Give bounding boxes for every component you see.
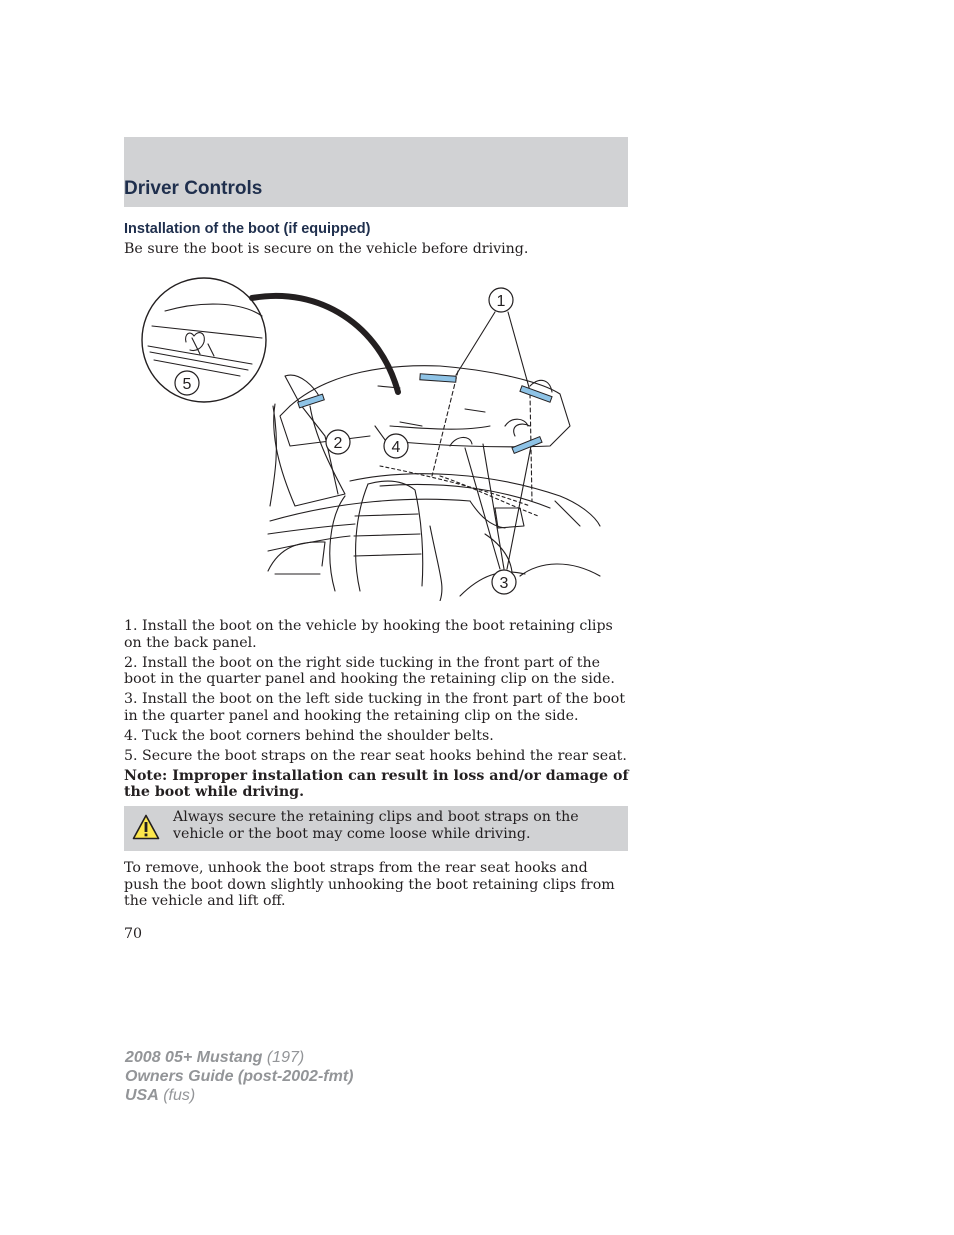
installation-steps — [124, 618, 630, 804]
step-item: 2. Install the boot on the right side tucking in the front part of the boot in the quarter panel and hooking the retaining clip on the side. — [124, 654, 615, 687]
callout-label-1: 1 — [496, 293, 506, 310]
clip-highlight — [520, 386, 552, 403]
step-item: 3. Install the boot on the left side tucking in the front part of the boot in the quarter panel and hooking the retaining clip on the side. — [124, 691, 626, 724]
warning-triangle-icon — [132, 814, 160, 840]
callout-label-5: 5 — [182, 376, 192, 393]
section-heading: Installation of the boot (if equipped) — [124, 221, 371, 237]
footer-line-2: Owners Guide (post-2002-fmt) — [125, 1068, 354, 1085]
intro-text: Be sure the boot is secure on the vehicle before driving. — [124, 241, 529, 257]
document-footer — [125, 1048, 353, 1105]
callout-label-3: 3 — [499, 575, 509, 592]
page-number: 70 — [124, 926, 143, 942]
footer-line-3: USA (fus) — [125, 1087, 196, 1104]
warning-text: Always secure the retaining clips and boot straps on the vehicle or the boot may come loose while driving. — [173, 809, 579, 842]
note-text: Note: Improper installation can result in loss and/or damage of the boot while driving. — [124, 767, 629, 800]
callout-label-4: 4 — [391, 439, 401, 456]
step-item: 1. Install the boot on the vehicle by hooking the boot retaining clips on the back panel. — [124, 618, 613, 651]
step-item: 5. Secure the boot straps on the rear seat hooks behind the rear seat. — [124, 747, 627, 764]
clip-highlight — [420, 374, 456, 382]
page-title: Driver Controls — [124, 178, 263, 199]
clip-highlight — [298, 394, 325, 408]
clip-highlight — [512, 437, 542, 454]
warning-box — [124, 806, 628, 851]
callout-label-2: 2 — [333, 435, 343, 452]
footer-line-1: 2008 05+ Mustang (197) — [125, 1049, 305, 1066]
removal-text: To remove, unhook the boot straps from the rear seat hooks and push the boot down slightly unhooking the boot retaining clips from the vehicle and lift off. — [124, 860, 615, 909]
boot-installation-illustration — [140, 276, 610, 601]
step-item: 4. Tuck the boot corners behind the shoulder belts. — [124, 727, 494, 744]
